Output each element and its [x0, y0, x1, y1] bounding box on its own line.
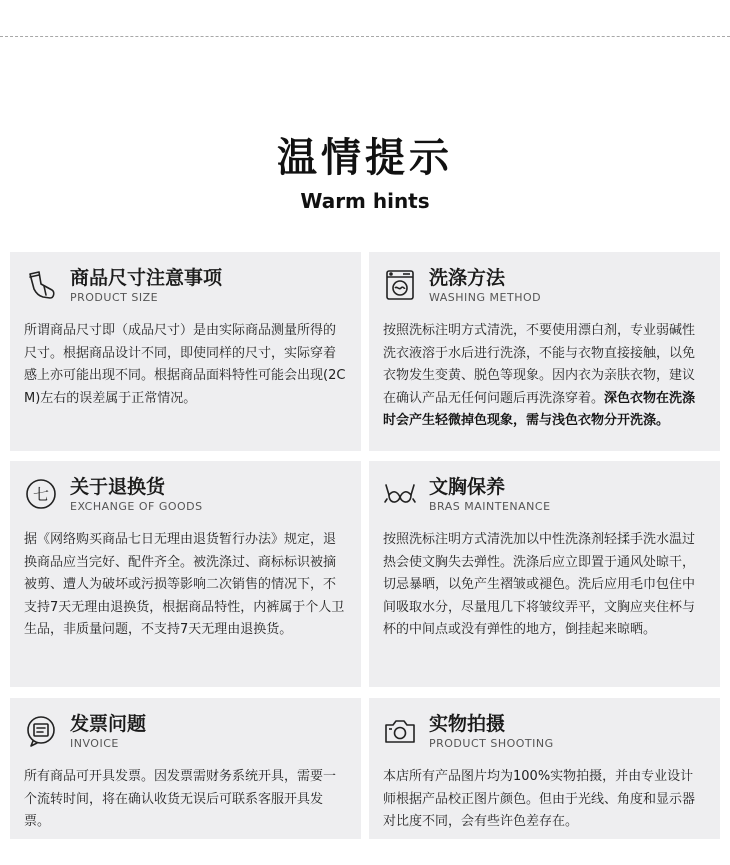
- page-subtitle: Warm hints: [300, 189, 430, 213]
- card-subtitle: PRODUCT SIZE: [70, 291, 159, 304]
- card-body-text: 本店所有产品图片均为100%实物拍摄，并由专业设计师根据产品校正图片颜色。但由于光线、角度和显示器对比度不同，会有些许色差存在。: [383, 769, 696, 829]
- card-washing-method: [369, 252, 720, 451]
- card-body-emphasis: 深色衣物在洗涤时会产生轻微掉色现象，需与浅色衣物分开洗涤。: [383, 390, 696, 428]
- sock-icon: [24, 268, 58, 302]
- card-body: [383, 320, 706, 433]
- card-subtitle: WASHING METHOD: [429, 291, 542, 304]
- card-subtitle: EXCHANGE OF GOODS: [70, 500, 203, 513]
- card-exchange-of-goods: [10, 461, 361, 687]
- card-title: 关于退换货: [70, 476, 166, 498]
- card-body: [24, 766, 347, 834]
- card-title: 文胸保养: [429, 476, 506, 498]
- card-subtitle: BRAS MAINTENANCE: [429, 500, 551, 513]
- card-body: [383, 529, 706, 642]
- card-product-size: [10, 252, 361, 451]
- card-subtitle: PRODUCT SHOOTING: [429, 737, 554, 750]
- card-body: [383, 766, 706, 834]
- camera-icon: [383, 714, 417, 748]
- card-title: 实物拍摄: [429, 713, 506, 735]
- card-body-text: 按照洗标注明方式清洗，不要使用漂白剂，专业弱碱性洗衣液溶于水后进行洗涤，不能与衣物直接接触，以免衣物发生变黄、脱色等现象。因内衣为亲肤衣物，建议在确认产品无任何问题后再洗涤穿着。: [383, 323, 696, 406]
- card-invoice: [10, 698, 361, 839]
- seven-day-icon-text: 七: [32, 485, 50, 504]
- card-body: [24, 529, 347, 642]
- page-title: 温情提示: [277, 135, 453, 181]
- card-body-text: 所有商品可开具发票。因发票需财务系统开具，需要一个流转时间，将在确认收货无误后可联系客服开具发票。: [24, 769, 337, 829]
- bra-icon: [383, 477, 417, 511]
- invoice-chat-icon: [24, 714, 58, 748]
- card-bras-maintenance: [369, 461, 720, 687]
- card-body-text: 据《网络购买商品七日无理由退货暂行办法》规定，退换商品应当完好、配件齐全。被洗涤过、商标标识被摘被剪、遭人为破坏或污损等影响二次销售的情况下，不支持7天无理由退换货，根据商品特性，内裤属于个人卫生品，非质量问题，不支持7天无理由退换货。: [24, 532, 345, 637]
- top-dashed-divider: [0, 36, 730, 37]
- card-title: 发票问题: [70, 713, 147, 735]
- card-body: [24, 320, 347, 410]
- card-body-text: 按照洗标注明方式清洗加以中性洗涤剂轻揉手洗水温过热会使文胸失去弹性。洗涤后应立即置于通风处晾干，切忌暴晒，以免产生褶皱或褪色。洗后应用毛巾包住中间吸取水分，尽量甩几下将皱纹弄平，文胸应夹住杯与杯的中间点或没有弹性的地方，倒挂起来晾晒。: [383, 532, 696, 637]
- washing-machine-icon: [383, 268, 417, 302]
- card-title: 洗涤方法: [429, 267, 506, 289]
- card-product-shooting: [369, 698, 720, 839]
- card-body-text: 所谓商品尺寸即（成品尺寸）是由实际商品测量所得的尺寸。根据商品设计不同，即使同样的尺寸，实际穿着感上亦可能出现不同。根据商品面料特性可能会出现(2CM)左右的误差属于正常情况。: [24, 323, 346, 406]
- card-subtitle: INVOICE: [70, 737, 119, 750]
- seven-day-icon: [24, 477, 58, 511]
- card-title: 商品尺寸注意事项: [70, 267, 223, 289]
